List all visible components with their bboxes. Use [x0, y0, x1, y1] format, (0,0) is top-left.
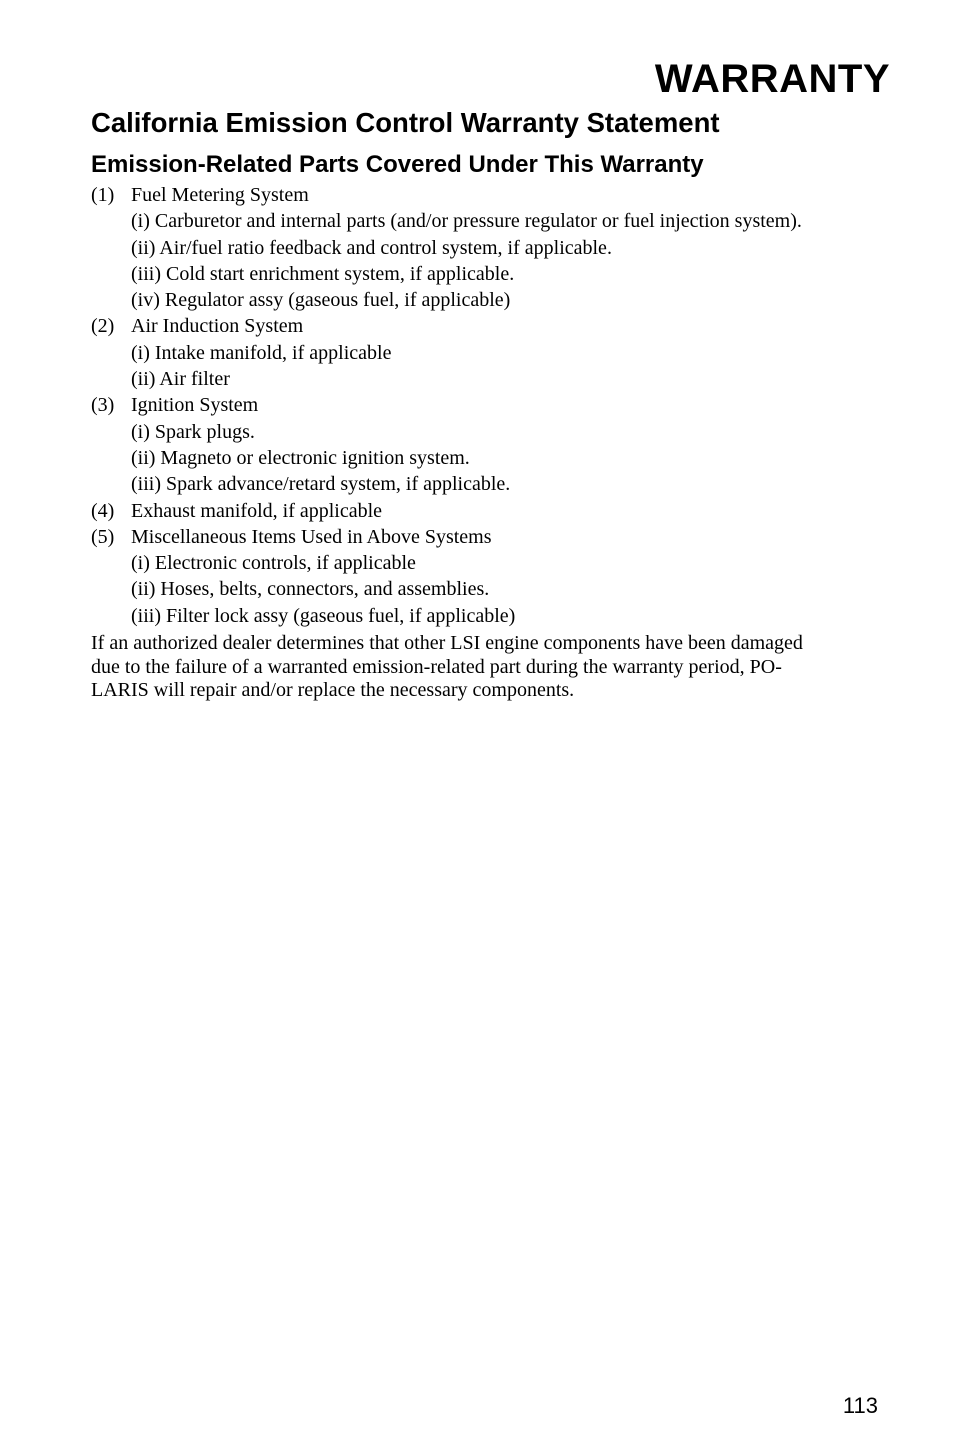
- page-heading: WARRANTY: [654, 57, 890, 101]
- item-label: Ignition System: [131, 394, 259, 417]
- item-number: (1): [91, 184, 115, 206]
- closing-paragraph: [91, 632, 891, 703]
- item-label: Exhaust manifold, if applicable: [131, 499, 383, 522]
- sub-list: [91, 550, 891, 629]
- sub-list-item: (ii) Air/fuel ratio feedback and control system, if applicable.: [131, 236, 612, 259]
- parts-list: [91, 182, 891, 629]
- sub-list-item: (iii) Filter lock assy (gaseous fuel, if applicable): [131, 604, 516, 627]
- sub-list-item: (iii) Spark advance/retard system, if applicable.: [131, 473, 511, 496]
- item-number: (4): [91, 499, 115, 522]
- item-number: (2): [91, 315, 115, 338]
- sub-list-item: (i) Electronic controls, if applicable: [131, 552, 416, 575]
- item-label: Air Induction System: [131, 315, 304, 338]
- sub-list-item: (iv) Regulator assy (gaseous fuel, if applicable): [131, 289, 511, 312]
- item-number: (3): [91, 394, 115, 417]
- sub-list-item: (i) Carburetor and internal parts (and/or pressure regulator or fuel injection system).: [131, 210, 802, 233]
- item-label: Fuel Metering System: [131, 184, 309, 206]
- sub-list: [91, 340, 891, 393]
- page-number: 113: [842, 1393, 878, 1418]
- list-item-air-induction: [91, 313, 891, 392]
- sub-list: [91, 208, 891, 313]
- paragraph-line: due to the failure of a warranted emission-related part during the warranty period, PO-: [91, 655, 782, 678]
- paragraph-line: If an authorized dealer determines that other LSI engine components have been damaged: [91, 632, 803, 654]
- sub-list: [91, 419, 891, 498]
- list-item-fuel-metering: [91, 182, 891, 313]
- sub-list-item: (iii) Cold start enrichment system, if applicable.: [131, 262, 515, 285]
- sub-list-item: (ii) Magneto or electronic ignition system.: [131, 446, 470, 469]
- list-item-ignition: [91, 392, 891, 497]
- paragraph-line: LARIS will repair and/or replace the necessary components.: [91, 679, 575, 701]
- sub-list-item: (i) Intake manifold, if applicable: [131, 341, 392, 364]
- sub-list-item: (i) Spark plugs.: [131, 420, 255, 443]
- item-label: Miscellaneous Items Used in Above Systems: [131, 525, 492, 548]
- item-number: (5): [91, 525, 115, 548]
- sub-list-item: (ii) Air filter: [131, 368, 230, 391]
- list-item-miscellaneous: [91, 524, 891, 629]
- subsection-title: Emission-Related Parts Covered Under This Warranty: [91, 151, 704, 178]
- section-title: California Emission Control Warranty Statement: [91, 107, 720, 138]
- list-item-exhaust: [91, 498, 891, 524]
- sub-list-item: (ii) Hoses, belts, connectors, and assemblies.: [131, 578, 490, 601]
